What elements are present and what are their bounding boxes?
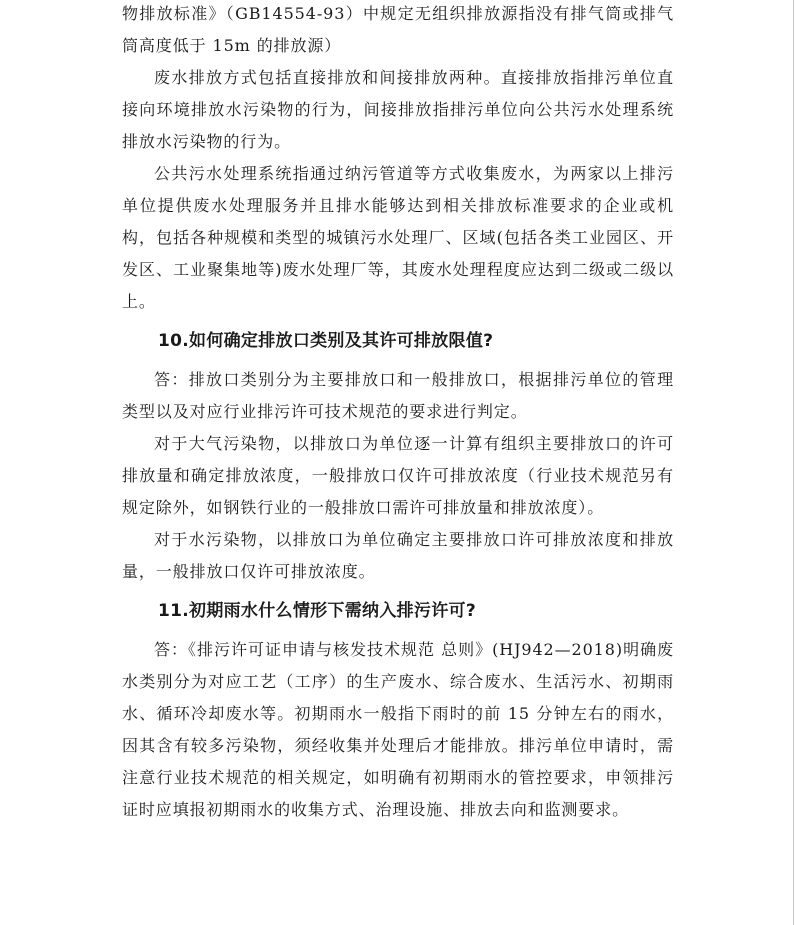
section-10-heading: 10.如何确定排放口类别及其许可排放限值? (158, 331, 494, 351)
paragraph-public-sewage-system: 公共污水处理系统指通过纳污管道等方式收集废水，为两家以上排污单位提供废水处理服务并且排水能够达到相关排放标准要求的企业或机构，包括各种规模和类型的城镇污水处理厂、区域(包括各类工业园区、开发区、工业聚集地等)废水处理厂等，其废水处理程度应达到二级或二级以上。 (122, 164, 674, 311)
paragraph-wastewater-discharge-methods: 废水排放方式包括直接排放和间接排放两种。直接排放指排污单位直接向环境排放水污染物的行为，间接排放指排污单位向公共污水处理系统排放水污染物的行为。 (122, 68, 674, 151)
section-11-heading: 11.初期雨水什么情形下需纳入排污许可? (158, 601, 476, 621)
paragraph-emission-source-definition: 物排放标准》（GB14554-93）中规定无组织排放源指没有排气筒或排气筒高度低于 15m 的排放源） (122, 4, 674, 55)
section-11-answer: 答：《排污许可证申请与核发技术规范 总则》(HJ942—2018)明确废水类别分为对应工艺（工序）的生产废水、综合废水、生活污水、初期雨水、循环冷却废水等。初期雨水一般指下雨时的前 15 分钟左右的雨水，因其含有较多污染物，须经收集并处理后才能排放。排污单位申请时，需注意行业技术规范的相关规定，如明确有初期雨水的管控要求，申领排污证时应填报初期雨水的收集方式、治理设施、排放去向和监测要求。 (122, 640, 674, 819)
page-edge-rule (793, 0, 794, 925)
document-content (122, 0, 674, 826)
section-10-water-pollutants: 对于水污染物，以排放口为单位确定主要排放口许可排放浓度和排放量，一般排放口仅许可排放浓度。 (122, 530, 674, 581)
section-10-answer: 答：排放口类别分为主要排放口和一般排放口，根据排污单位的管理类型以及对应行业排污许可技术规范的要求进行判定。 (122, 370, 674, 421)
section-10-air-pollutants: 对于大气污染物，以排放口为单位逐一计算有组织主要排放口的许可排放量和确定排放浓度，一般排放口仅许可排放浓度（行业技术规范另有规定除外，如钢铁行业的一般排放口需许可排放量和排放浓度）。 (122, 434, 674, 517)
